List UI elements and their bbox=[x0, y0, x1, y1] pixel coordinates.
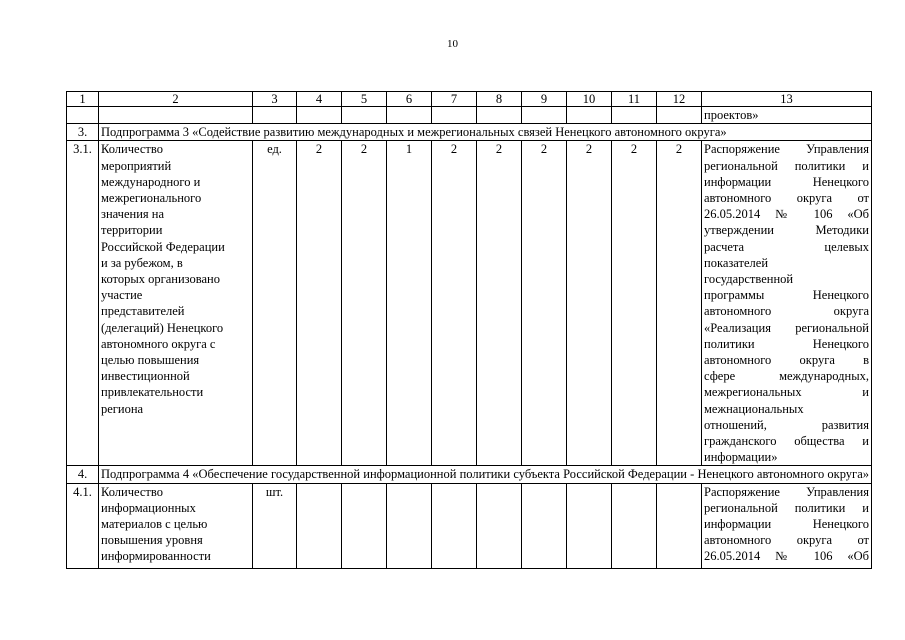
text-line: отношений, развития bbox=[704, 417, 869, 432]
text-line: Российской Федерации bbox=[101, 239, 225, 254]
column-header: 11 bbox=[612, 92, 657, 107]
text-line: материалов с целью bbox=[101, 517, 208, 532]
column-header: 5 bbox=[342, 92, 387, 107]
text-line: автономного округа от bbox=[704, 191, 869, 206]
text-line: участие bbox=[101, 288, 143, 303]
text-line: значения на bbox=[101, 207, 165, 222]
text-line: привлекательности bbox=[101, 385, 204, 400]
text-line: межрегионального bbox=[101, 191, 202, 206]
text-line: государственной bbox=[704, 272, 794, 287]
text-line: автономного округа с bbox=[101, 336, 216, 351]
text-line: сфере международных, bbox=[704, 369, 869, 384]
value-cell: 1 bbox=[387, 141, 432, 466]
text-line: расчета целевых bbox=[704, 239, 869, 254]
text-line: региональной политики и bbox=[704, 158, 869, 173]
text-line: Распоряжение Управления bbox=[704, 484, 869, 499]
column-header: 8 bbox=[477, 92, 522, 107]
value-cell bbox=[522, 483, 567, 568]
subprogram-4-row bbox=[67, 466, 872, 483]
value-cell bbox=[342, 483, 387, 568]
column-header: 1 bbox=[67, 92, 99, 107]
text-line: информации Ненецкого bbox=[704, 517, 869, 532]
row-number: 3.1. bbox=[67, 141, 99, 466]
value-cell bbox=[387, 483, 432, 568]
value-cell: 2 bbox=[432, 141, 477, 466]
subprogram-title: Подпрограмма 3 «Содействие развитию международных и межрегиональных связей Ненецкого автономного округа» bbox=[99, 124, 872, 141]
row-number: 4.1. bbox=[67, 483, 99, 568]
unit: шт. bbox=[253, 483, 297, 568]
text-line: показателей bbox=[704, 255, 769, 270]
text-line: автономного округа bbox=[704, 304, 869, 319]
column-header: 13 bbox=[702, 92, 872, 107]
text-line: региона bbox=[101, 401, 144, 416]
text-line: Количество bbox=[101, 142, 163, 157]
indicator-name bbox=[99, 483, 253, 568]
column-header: 4 bbox=[297, 92, 342, 107]
text-line: представителей bbox=[101, 304, 185, 319]
indicators-table bbox=[66, 91, 872, 569]
header-row bbox=[67, 92, 872, 107]
text-line: информационных bbox=[101, 500, 196, 515]
text-line: информированности bbox=[101, 549, 211, 564]
text-line: целью повышения bbox=[101, 353, 200, 368]
column-header: 10 bbox=[567, 92, 612, 107]
text-line: автономного округа в bbox=[704, 353, 869, 368]
indicator-name bbox=[99, 141, 253, 466]
text-line: 26.05.2014 № 106 «Об bbox=[704, 207, 869, 222]
value-cell: 2 bbox=[342, 141, 387, 466]
text-line: информации Ненецкого bbox=[704, 174, 869, 189]
column-header: 2 bbox=[99, 92, 253, 107]
column-header: 9 bbox=[522, 92, 567, 107]
text-line: мероприятий bbox=[101, 158, 172, 173]
value-cell bbox=[432, 483, 477, 568]
value-cell bbox=[297, 483, 342, 568]
text-line: информации» bbox=[704, 450, 778, 465]
continuation-row bbox=[67, 107, 872, 124]
text-line: Количество bbox=[101, 484, 163, 499]
row-number: 4. bbox=[67, 466, 99, 483]
value-cell bbox=[477, 483, 522, 568]
text-line: 26.05.2014 № 106 «Об bbox=[704, 549, 869, 564]
source-document bbox=[702, 483, 872, 568]
text-line: Распоряжение Управления bbox=[704, 142, 869, 157]
text-line: территории bbox=[101, 223, 163, 238]
text-line: инвестиционной bbox=[101, 369, 190, 384]
subprogram-title bbox=[99, 466, 872, 483]
value-cell bbox=[612, 483, 657, 568]
value-cell: 2 bbox=[567, 141, 612, 466]
text-line: региональной политики и bbox=[704, 500, 869, 515]
row-number: 3. bbox=[67, 124, 99, 141]
text-line: политики Ненецкого bbox=[704, 336, 869, 351]
text-line: гражданского общества и bbox=[704, 434, 869, 449]
column-header: 7 bbox=[432, 92, 477, 107]
value-cell: 2 bbox=[477, 141, 522, 466]
indicator-row bbox=[67, 141, 872, 466]
text-line: (делегаций) Ненецкого bbox=[101, 320, 224, 335]
value-cell: 2 bbox=[522, 141, 567, 466]
value-cell: 2 bbox=[297, 141, 342, 466]
column-header: 6 bbox=[387, 92, 432, 107]
value-cell: 2 bbox=[657, 141, 702, 466]
text-line: и за рубежом, в bbox=[101, 255, 183, 270]
value-cell bbox=[567, 483, 612, 568]
column-header: 12 bbox=[657, 92, 702, 107]
text-line: международного и bbox=[101, 174, 201, 189]
subprogram-3-row bbox=[67, 124, 872, 141]
text-line: которых организовано bbox=[101, 272, 220, 287]
unit: ед. bbox=[253, 141, 297, 466]
page-number: 10 bbox=[447, 38, 458, 50]
continuation-source: проектов» bbox=[702, 107, 872, 124]
text-line: повышения уровня bbox=[101, 533, 203, 548]
value-cell bbox=[657, 483, 702, 568]
text-line: межнациональных bbox=[704, 401, 804, 416]
text-line: «Реализация региональной bbox=[704, 320, 869, 335]
text-line: утверждении Методики bbox=[704, 223, 869, 238]
text-line: межрегиональных и bbox=[704, 385, 869, 400]
indicator-row bbox=[67, 483, 872, 568]
subprogram-title-text: Подпрограмма 4 «Обеспечение государственной информационной политики субъекта Российской Федерации - Ненецкого автономного округа» bbox=[101, 467, 869, 482]
text-line: автономного округа от bbox=[704, 533, 869, 548]
value-cell: 2 bbox=[612, 141, 657, 466]
column-header: 3 bbox=[253, 92, 297, 107]
text-line: программы Ненецкого bbox=[704, 288, 869, 303]
source-document bbox=[702, 141, 872, 466]
